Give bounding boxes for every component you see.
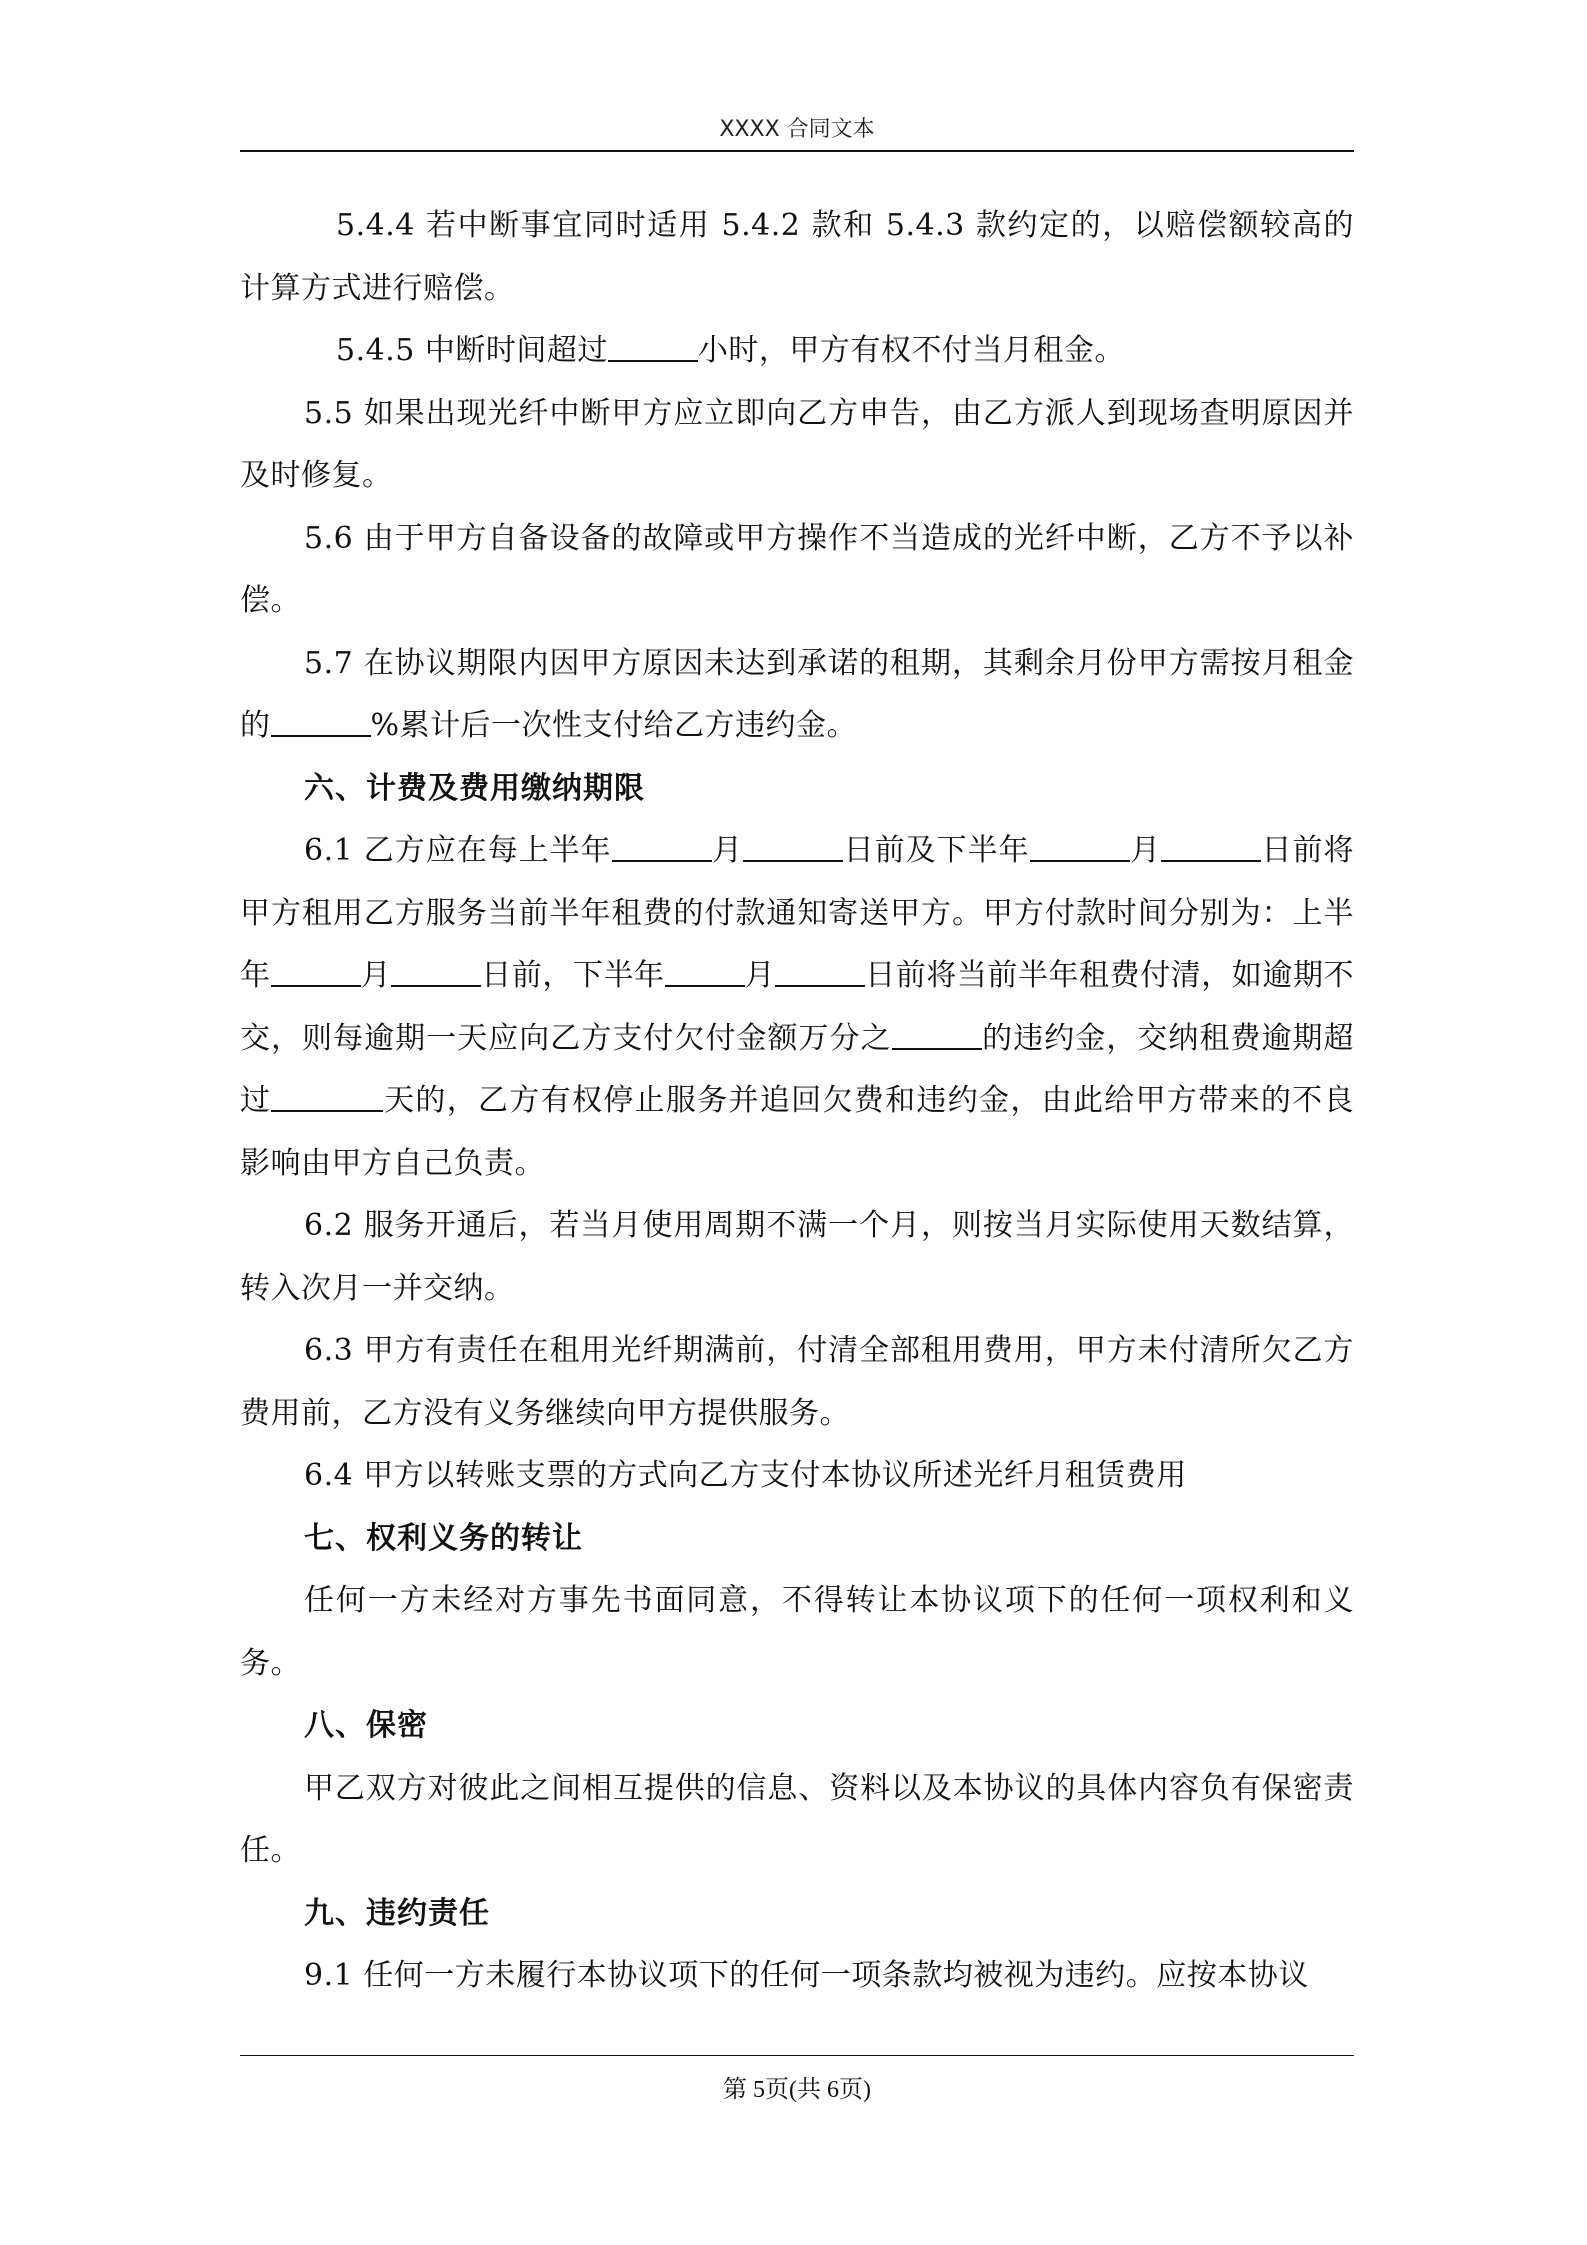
clause-6-3: 6.3 甲方有责任在租用光纤期满前，付清全部租用费用，甲方未付清所欠乙方费用前，乙方没有义务继续向甲方提供服务。 — [240, 1333, 1354, 1431]
clause-5-7-text-b: %累计后一次性支付给乙方违约金。 — [370, 708, 858, 743]
clause-6-1-text-g: 日前，下半年 — [481, 958, 665, 993]
clause-6-1 — [240, 820, 1354, 1195]
clause-6-4: 6.4 甲方以转账支票的方式向乙方支付本协议所述光纤月租赁费用 — [304, 1458, 1187, 1493]
fill-blank-pay-first-month — [271, 955, 361, 987]
page-number: 第 5页(共 6页) — [723, 2077, 871, 2103]
fill-blank-overdue-days — [271, 1080, 383, 1112]
section-heading-6: 六、计费及费用缴纳期限 — [304, 770, 645, 806]
clause-5-4-5-text-a: 5.4.5 中断时间超过 — [336, 333, 608, 368]
clause-6-1-text-c: 日前及下半年 — [843, 833, 1030, 868]
clause-5-4-4: 5.4.4 若中断事宜同时适用 5.4.2 款和 5.4.3 款约定的，以赔偿额较高的计算方式进行赔偿。 — [240, 208, 1354, 306]
section-heading-9: 九、违约责任 — [304, 1895, 490, 1931]
clause-6-2: 6.2 服务开通后，若当月使用周期不满一个月，则按当月实际使用天数结算，转入次月一并交纳。 — [240, 1208, 1354, 1306]
clause-8: 甲乙双方对彼此之间相互提供的信息、资料以及本协议的具体内容负有保密责任。 — [240, 1770, 1354, 1868]
clause-6-1-text-h: 月 — [744, 958, 776, 993]
clause-9-1: 9.1 任何一方未履行本协议项下的任何一项条款均被视为违约。应按本协议 — [304, 1958, 1309, 1993]
clause-6-1-text-j: 的违约金，交纳租费逾期超过 — [240, 1020, 1355, 1118]
clause-5-4-5-text-b: 小时，甲方有权不付当月租金。 — [697, 333, 1125, 368]
clause-6-1-text-b: 月 — [711, 833, 744, 868]
fill-blank-second-half-month — [1030, 830, 1130, 862]
header-divider — [240, 150, 1354, 152]
fill-blank-first-half-day — [743, 830, 843, 862]
clause-6-1-text-f: 月 — [360, 958, 392, 993]
fill-blank-second-half-day — [1161, 830, 1261, 862]
section-heading-7: 七、权利义务的转让 — [304, 1520, 583, 1556]
fill-blank-percent — [271, 705, 371, 737]
clause-5-6: 5.6 由于甲方自备设备的故障或甲方操作不当造成的光纤中断，乙方不予以补偿。 — [240, 520, 1354, 618]
clause-5-7-text-a: 5.7 在协议期限内因甲方原因未达到承诺的租期，其剩余月份甲方需按月租金的 — [240, 645, 1354, 743]
clause-5-7 — [240, 633, 1354, 758]
clause-6-1-text-k: 天的，乙方有权停止服务并追回欠费和违约金，由此给甲方带来的不良影响由甲方自己负责。 — [240, 1083, 1354, 1181]
document-header-title: XXXX 合同文本 — [719, 117, 875, 142]
fill-blank-pay-second-day — [775, 955, 865, 987]
clause-5-4-5 — [240, 320, 1354, 383]
section-heading-8: 八、保密 — [304, 1708, 428, 1743]
fill-blank-pay-second-month — [665, 955, 745, 987]
fill-blank-first-half-month — [612, 830, 712, 862]
clause-6-1-text-e: 日前将甲方租用乙方服务当前半年租费的付款通知寄送甲方。甲方付款时间分别为：上半年 — [240, 833, 1355, 993]
clause-5-5: 5.5 如果出现光纤中断甲方应立即向乙方申告，由乙方派人到现场查明原因并及时修复。 — [240, 395, 1354, 493]
clause-6-1-text-a: 6.1 乙方应在每上半年 — [304, 833, 612, 868]
fill-blank-hours — [608, 330, 698, 362]
clause-6-1-text-i: 日前将当前半年租费付清，如逾期不交，则每逾期一天应向乙方支付欠付金额万分之 — [240, 958, 1355, 1056]
document-body — [240, 195, 1354, 2008]
fill-blank-pay-first-day — [391, 955, 481, 987]
footer-divider — [240, 2055, 1354, 2056]
clause-6-1-text-d: 月 — [1129, 833, 1162, 868]
clause-7: 任何一方未经对方事先书面同意，不得转让本协议项下的任何一项权利和义务。 — [240, 1583, 1354, 1681]
fill-blank-penalty-rate — [892, 1018, 982, 1050]
